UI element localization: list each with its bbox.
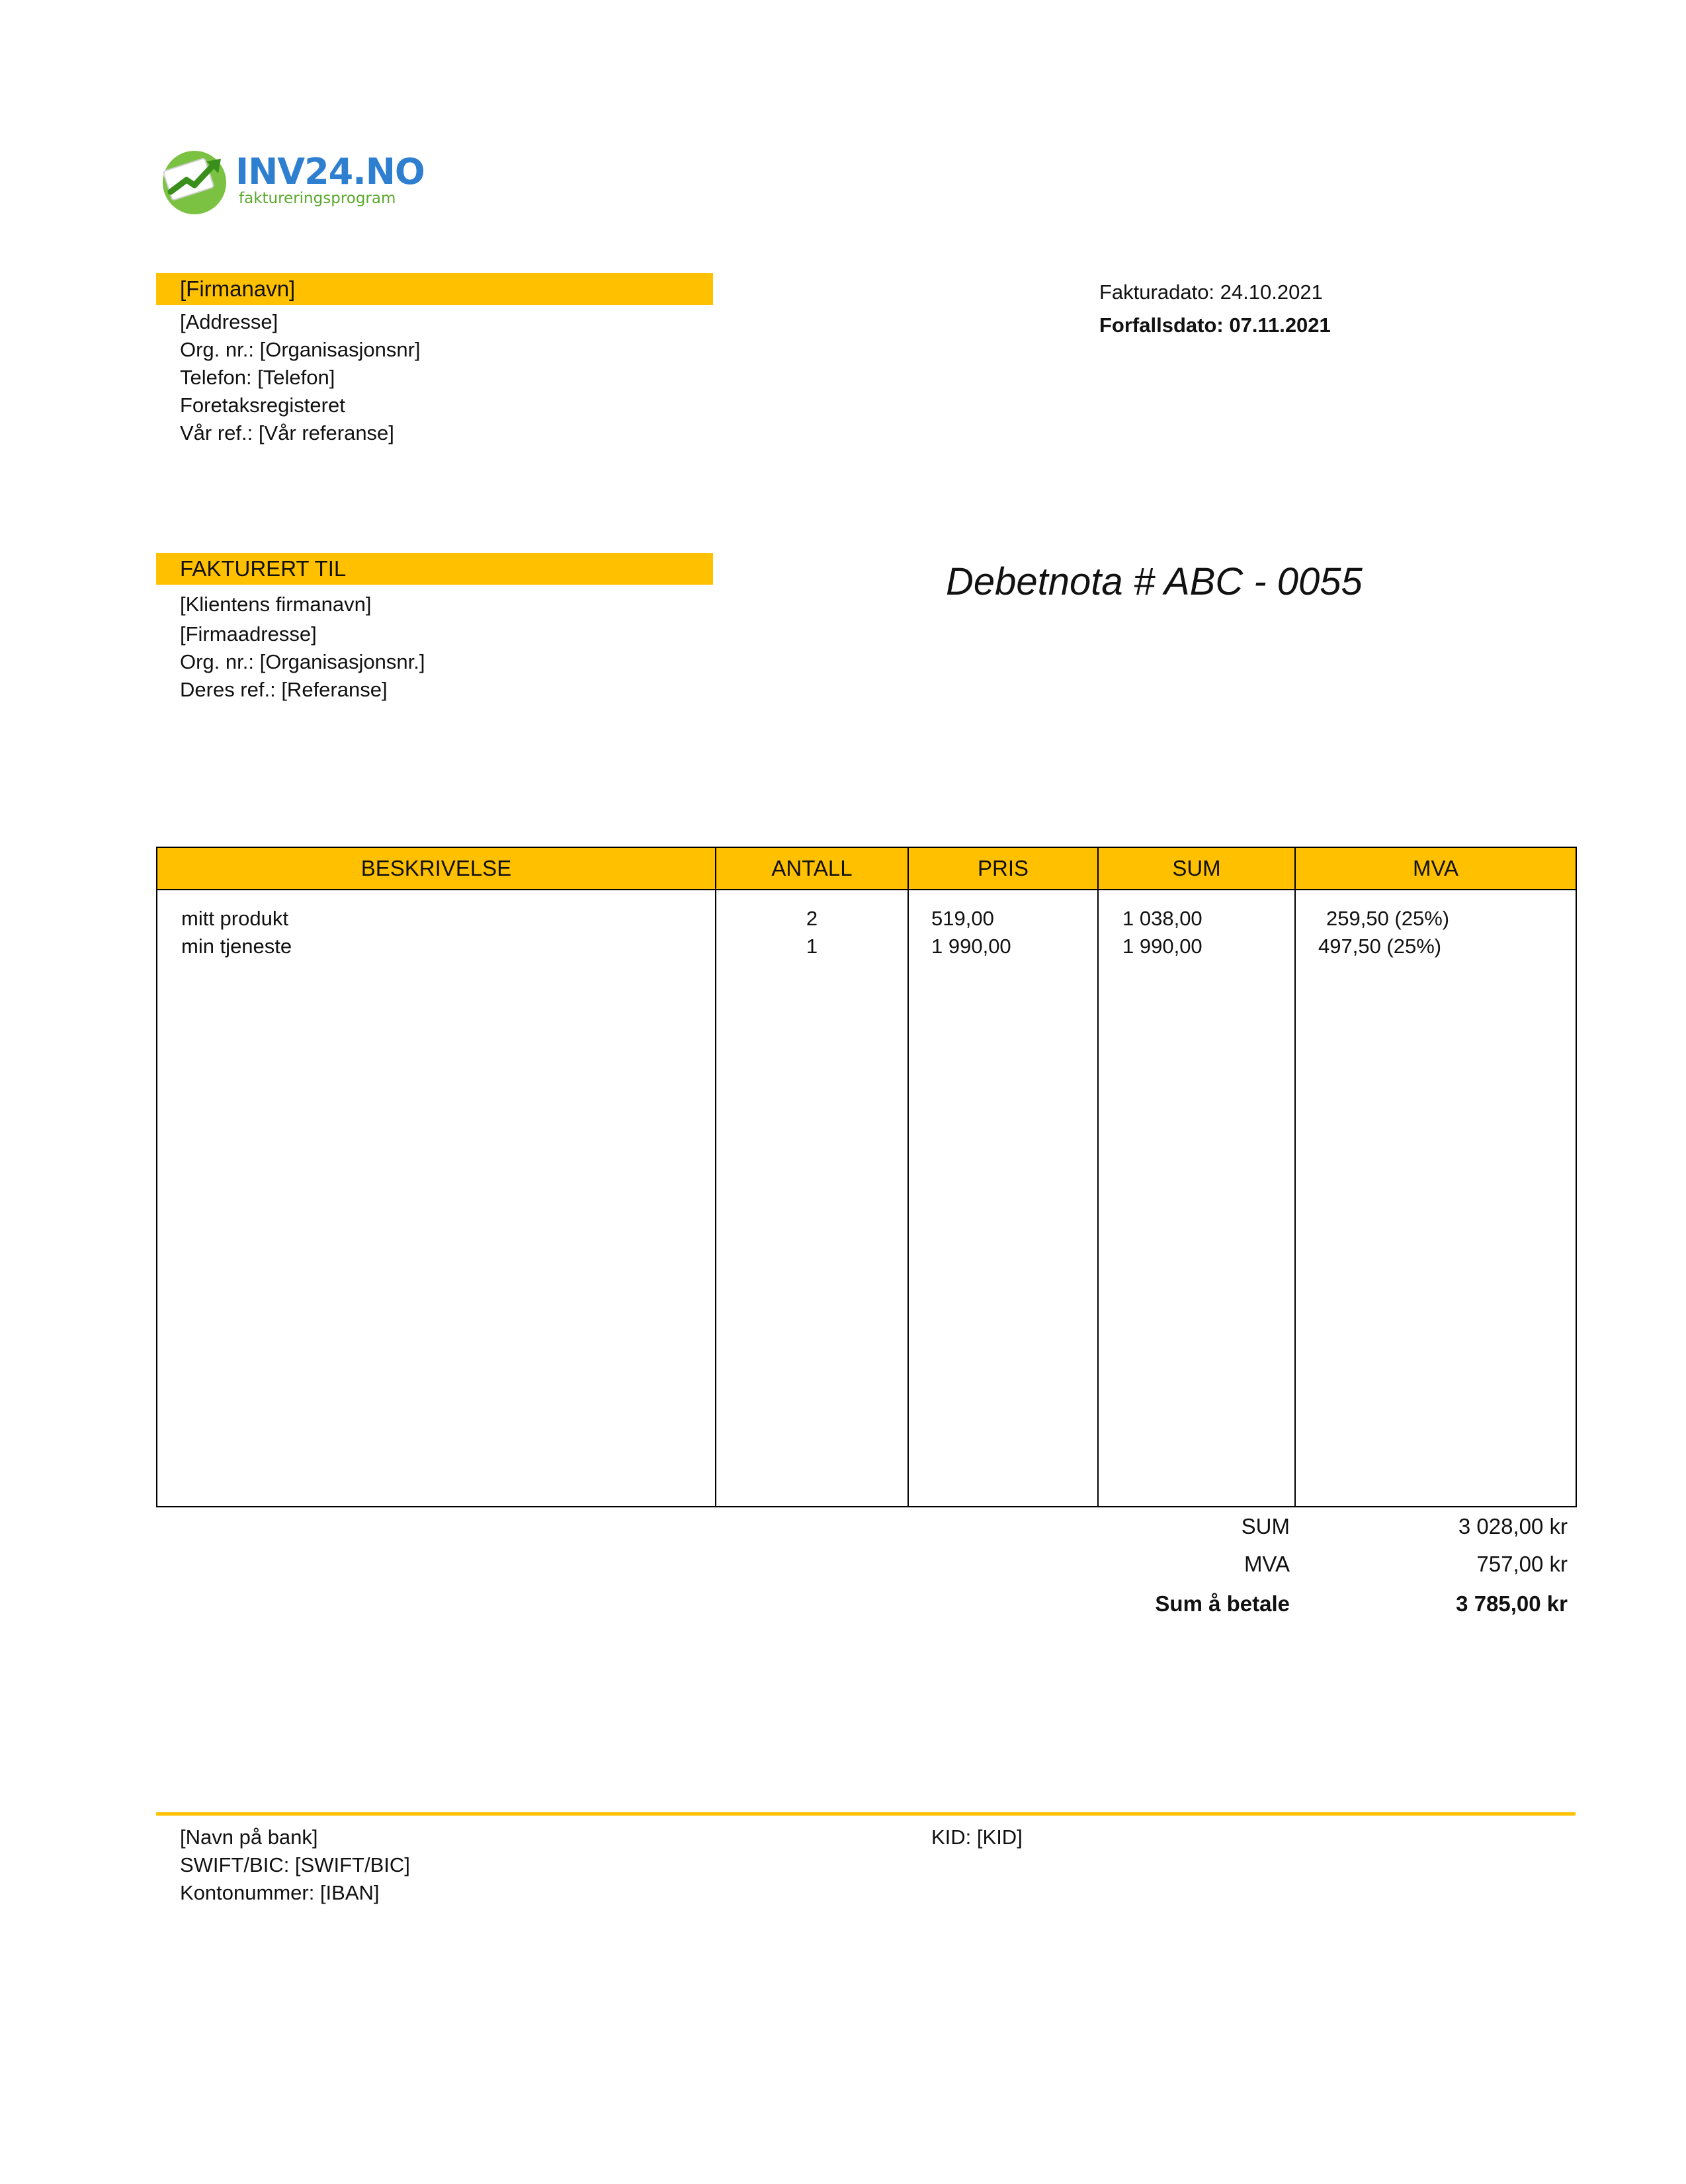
seller-details bbox=[180, 308, 421, 447]
total-value: 3 785,00 kr bbox=[1456, 1591, 1568, 1616]
logo-tagline: faktureringsprogram bbox=[239, 190, 396, 207]
vat-cell bbox=[1295, 890, 1576, 1507]
bill-to-header-bar bbox=[156, 553, 713, 585]
account-number: Kontonummer: [IBAN] bbox=[180, 1881, 380, 1904]
logo-name: INV24.NO bbox=[235, 151, 425, 192]
document-title: Debetnota # ABC - 0055 bbox=[946, 560, 1363, 603]
table-row-price: 519,00 bbox=[931, 907, 994, 930]
sum-value: 3 028,00 kr bbox=[1458, 1514, 1568, 1538]
table-body bbox=[157, 890, 1576, 1507]
table-row-vat: 497,50 (25%) bbox=[1318, 935, 1442, 958]
vat-label: MVA bbox=[1243, 1552, 1290, 1576]
logo-mark-icon bbox=[157, 144, 235, 217]
kid: KID: [KID] bbox=[931, 1826, 1023, 1849]
table-row-qty: 2 bbox=[806, 907, 818, 930]
table-row-sum: 1 038,00 bbox=[1122, 907, 1202, 930]
table-row-price: 1 990,00 bbox=[931, 935, 1011, 958]
total-label: Sum å betale bbox=[1155, 1591, 1290, 1616]
sum-cell bbox=[1098, 890, 1295, 1507]
col-price: PRIS bbox=[908, 847, 1098, 890]
col-sum: SUM bbox=[1098, 847, 1295, 890]
price-cell bbox=[908, 890, 1098, 1507]
quantity-cell bbox=[716, 890, 908, 1507]
seller-org-nr: Org. nr.: [Organisasjonsnr] bbox=[180, 338, 421, 361]
bank-details bbox=[180, 1824, 410, 1907]
seller-company-name: [Firmanavn] bbox=[180, 276, 296, 301]
sum-label: SUM bbox=[1241, 1514, 1290, 1538]
vat-value: 757,00 kr bbox=[1476, 1552, 1568, 1576]
table-row-desc: min tjeneste bbox=[181, 935, 292, 958]
seller-reference: Vår ref.: [Vår referanse] bbox=[180, 421, 394, 444]
due-date: Forfallsdato: 07.11.2021 bbox=[1099, 314, 1331, 337]
seller-header-bar bbox=[156, 273, 713, 305]
bill-to-header: FAKTURERT TIL bbox=[180, 556, 347, 581]
table-row-vat: 259,50 (25%) bbox=[1326, 907, 1450, 930]
client-org-nr: Org. nr.: [Organisasjonsnr.] bbox=[180, 650, 425, 673]
client-name: [Klientens firmanavn] bbox=[180, 593, 372, 616]
items-table bbox=[156, 847, 1577, 1507]
seller-phone: Telefon: [Telefon] bbox=[180, 366, 335, 389]
col-vat: MVA bbox=[1295, 847, 1576, 890]
table-row-desc: mitt produkt bbox=[181, 907, 288, 930]
seller-address: [Addresse] bbox=[180, 310, 278, 333]
invoice-dates bbox=[1099, 276, 1331, 342]
table-row-qty: 1 bbox=[806, 935, 818, 958]
logo bbox=[157, 144, 425, 217]
table-row-sum: 1 990,00 bbox=[1122, 935, 1202, 958]
swift-bic: SWIFT/BIC: [SWIFT/BIC] bbox=[180, 1853, 410, 1876]
client-reference: Deres ref.: [Referanse] bbox=[180, 678, 388, 701]
description-cell bbox=[157, 890, 716, 1507]
col-quantity: ANTALL bbox=[716, 847, 908, 890]
invoice-date: Fakturadato: 24.10.2021 bbox=[1099, 280, 1323, 304]
table-header-row bbox=[157, 847, 1576, 890]
bill-to-details bbox=[180, 589, 425, 704]
client-address: [Firmaadresse] bbox=[180, 622, 317, 646]
bank-name: [Navn på bank] bbox=[180, 1826, 318, 1849]
seller-registry: Foretaksregisteret bbox=[180, 394, 345, 417]
col-description: BESKRIVELSE bbox=[157, 847, 716, 890]
footer-divider bbox=[156, 1812, 1576, 1816]
